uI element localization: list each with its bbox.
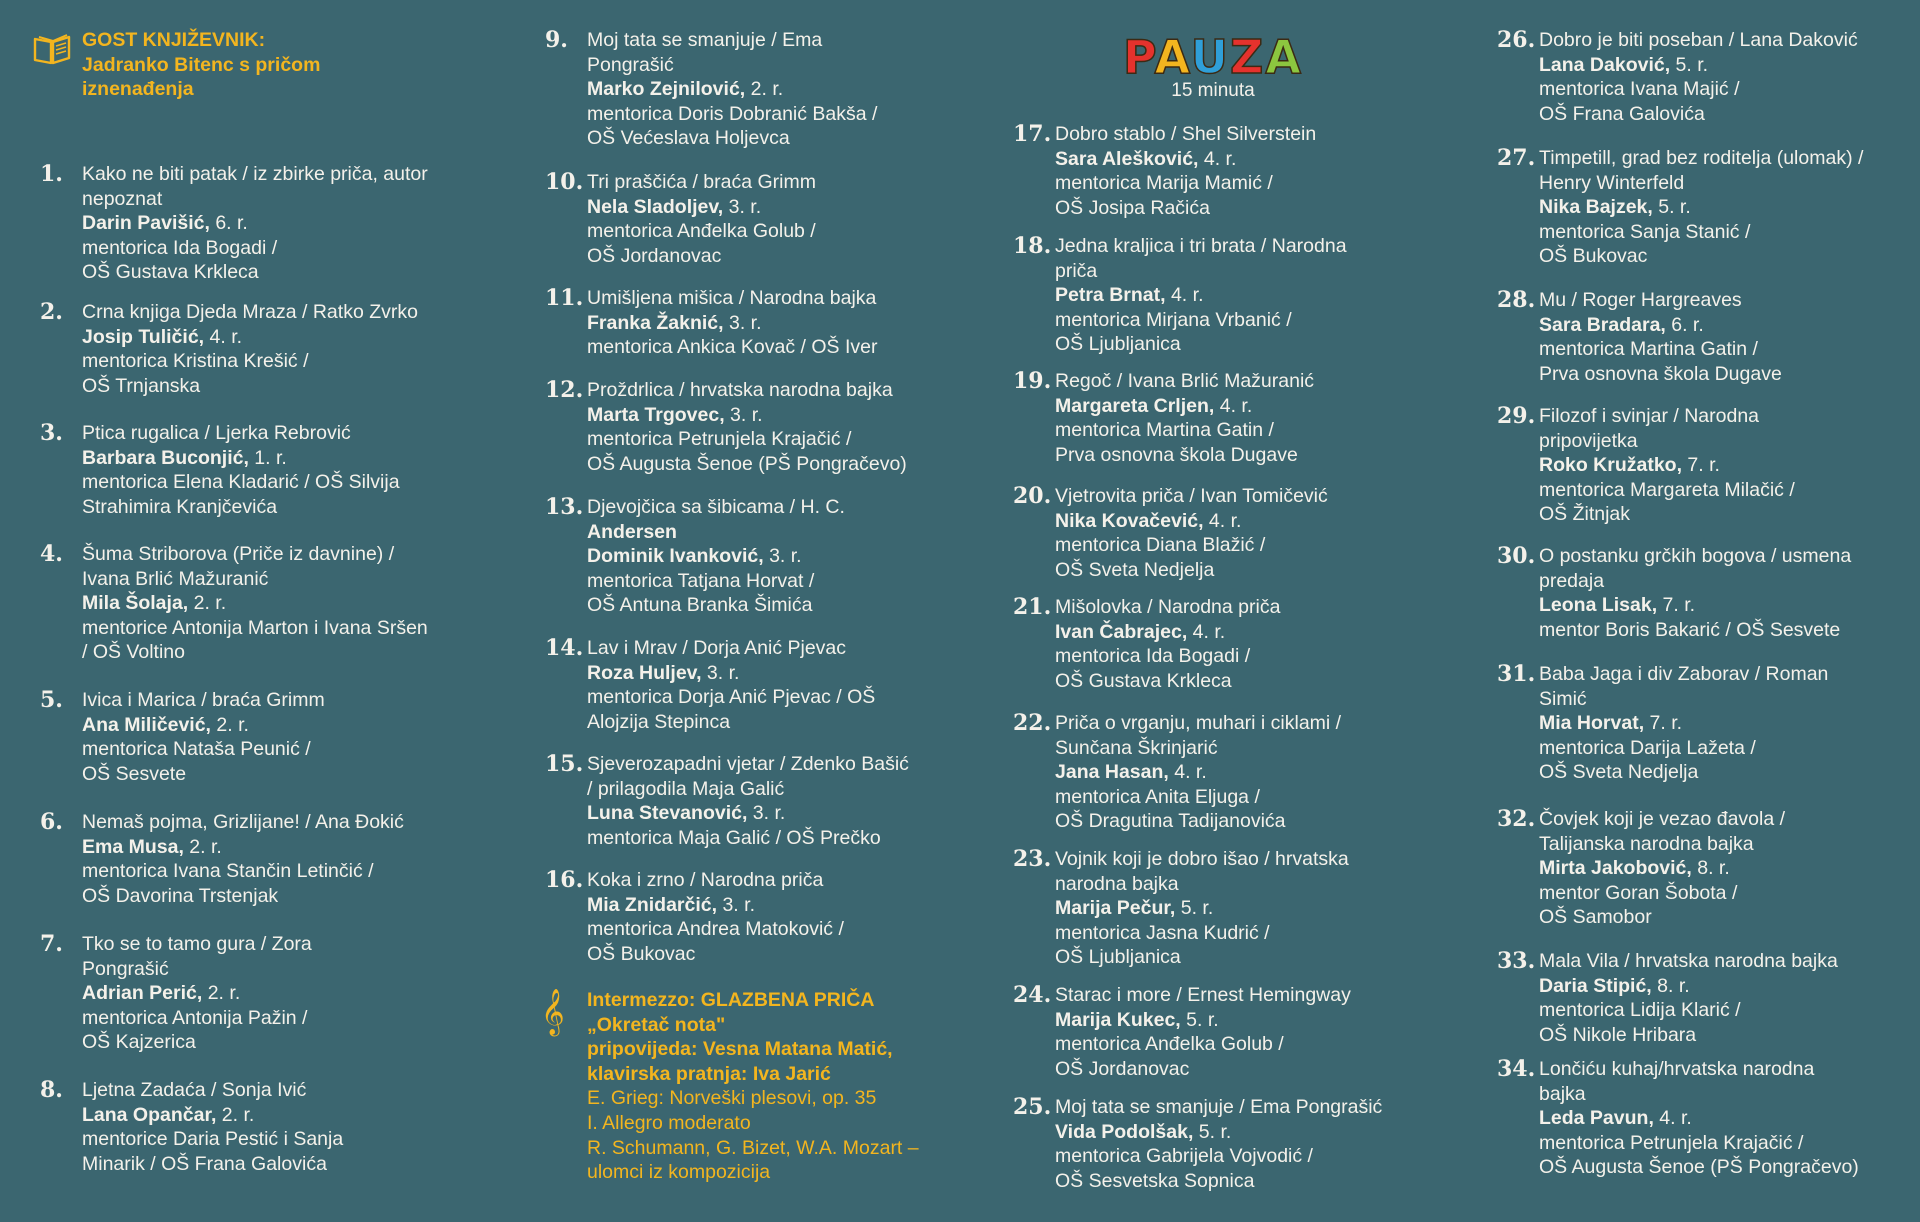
program-entry bbox=[1497, 146, 1917, 269]
student-name: Mia Horvat, 7. r. bbox=[1539, 712, 1683, 735]
entry-number: 31. bbox=[1497, 661, 1536, 687]
entry-detail: priča bbox=[1055, 259, 1098, 282]
student-name: Josip Tuličić, 4. r. bbox=[82, 325, 243, 348]
entry-detail: OŠ Ljubljanica bbox=[1055, 946, 1181, 969]
student-name: Adrian Perić, 2. r. bbox=[82, 982, 241, 1005]
intermezzo-subtitle: „Okretač nota" bbox=[587, 1013, 726, 1036]
entry-number: 27. bbox=[1497, 145, 1536, 171]
entry-detail: mentorica Antonija Pažin / bbox=[82, 1006, 308, 1029]
entry-detail: nepoznat bbox=[82, 187, 163, 210]
story-title: Starac i more / Ernest Hemingway bbox=[1055, 984, 1351, 1006]
story-title: Vojnik koji je dobro išao / hrvatska bbox=[1055, 848, 1349, 870]
story-title: Baba Jaga i div Zaborav / Roman bbox=[1539, 663, 1829, 685]
guest-line: iznenađenja bbox=[82, 78, 194, 101]
entry-number: 1. bbox=[40, 161, 63, 187]
entry-detail: OŠ Većeslava Holjevca bbox=[587, 127, 790, 150]
story-title: Lončiću kuhaj/hrvatska narodna bbox=[1539, 1058, 1815, 1080]
entry-detail: Pongrašić bbox=[587, 53, 674, 76]
program-entry bbox=[1013, 122, 1433, 220]
intermezzo-narrator: pripovijeda: Vesna Matana Matić, bbox=[587, 1038, 893, 1061]
program-entry bbox=[40, 300, 460, 398]
pause-title bbox=[1113, 30, 1313, 84]
entry-number: 26. bbox=[1497, 27, 1536, 53]
entry-detail: / prilagodila Maja Galić bbox=[587, 777, 785, 800]
entry-number: 15. bbox=[545, 751, 584, 777]
entry-detail: OŠ Žitnjak bbox=[1539, 503, 1631, 526]
program-entry bbox=[1013, 595, 1433, 693]
entry-detail: mentor Boris Bakarić / OŠ Sesvete bbox=[1539, 618, 1841, 641]
student-name: Leda Pavun, 4. r. bbox=[1539, 1107, 1692, 1130]
entry-number: 9. bbox=[545, 27, 568, 53]
student-name: Andersen bbox=[587, 520, 677, 543]
entry-detail: Simić bbox=[1539, 687, 1587, 710]
student-name: Ema Musa, 2. r. bbox=[82, 835, 222, 858]
entry-detail: mentorica Martina Gatin / bbox=[1055, 419, 1274, 442]
entry-detail: OŠ Jordanovac bbox=[587, 244, 722, 267]
entry-detail: mentorica Petrunjela Krajačić / bbox=[1539, 1131, 1804, 1154]
student-name: Nika Bajzek, 5. r. bbox=[1539, 196, 1691, 219]
entry-detail: mentorica Ivana Stančin Letinčić / bbox=[82, 860, 374, 883]
program-entry bbox=[545, 170, 965, 268]
entry-number: 28. bbox=[1497, 287, 1536, 313]
story-title: Šuma Striborova (Priče iz davnine) / bbox=[82, 543, 395, 565]
entry-number: 23. bbox=[1013, 846, 1052, 872]
entry-number: 33. bbox=[1497, 948, 1536, 974]
story-title: Mišolovka / Narodna priča bbox=[1055, 596, 1281, 618]
program-entry bbox=[545, 868, 965, 966]
entry-number: 13. bbox=[545, 494, 584, 520]
entry-detail: OŠ Jordanovac bbox=[1055, 1057, 1190, 1080]
entry-detail: OŠ Nikole Hribara bbox=[1539, 1023, 1697, 1046]
pause-letter: Z bbox=[1230, 30, 1266, 84]
story-title: Tko se to tamo gura / Zora bbox=[82, 933, 312, 955]
entry-detail: mentorica Andrea Matoković / bbox=[587, 918, 844, 941]
program-entry bbox=[1013, 484, 1433, 582]
entry-detail: mentorica Maja Galić / OŠ Prečko bbox=[587, 826, 881, 849]
story-title: Dobro je biti poseban / Lana Daković bbox=[1539, 29, 1858, 51]
story-title: Kako ne biti patak / iz zbirke priča, autor bbox=[82, 163, 428, 185]
entry-detail: mentorica Ivana Majić / bbox=[1539, 78, 1740, 101]
story-title: Djevojčica sa šibicama / H. C. bbox=[587, 496, 845, 518]
entry-detail: mentorice Antonija Marton i Ivana Sršen bbox=[82, 616, 428, 639]
entry-number: 21. bbox=[1013, 594, 1052, 620]
entry-number: 7. bbox=[40, 931, 63, 957]
student-name: Nika Kovačević, 4. r. bbox=[1055, 509, 1242, 532]
story-title: Ivica i Marica / braća Grimm bbox=[82, 689, 325, 711]
entry-detail: mentorica Margareta Milačić / bbox=[1539, 478, 1795, 501]
entry-detail: OŠ Gustava Krkleca bbox=[1055, 669, 1232, 692]
story-title: O postanku grčkih bogova / usmena bbox=[1539, 545, 1852, 567]
story-title: Koka i zrno / Narodna priča bbox=[587, 869, 824, 891]
entry-detail: mentorica Tatjana Horvat / bbox=[587, 569, 815, 592]
student-name: Lana Opančar, 2. r. bbox=[82, 1103, 255, 1126]
student-name: Barbara Buconjić, 1. r. bbox=[82, 446, 287, 469]
entry-detail: OŠ Dragutina Tadijanovića bbox=[1055, 810, 1286, 833]
entry-detail: OŠ Gustava Krkleca bbox=[82, 261, 259, 284]
entry-detail: / OŠ Voltino bbox=[82, 641, 185, 664]
program-entry bbox=[545, 495, 965, 618]
entry-number: 34. bbox=[1497, 1056, 1536, 1082]
entry-detail: Talijanska narodna bajka bbox=[1539, 832, 1754, 855]
student-name: Marija Kukec, 5. r. bbox=[1055, 1008, 1219, 1031]
entry-number: 5. bbox=[40, 687, 63, 713]
entry-detail: Sunčana Škrinjarić bbox=[1055, 736, 1218, 759]
story-title: Umišljena mišica / Narodna bajka bbox=[587, 287, 877, 309]
program-entry bbox=[1497, 28, 1917, 126]
entry-detail: Pongrašić bbox=[82, 957, 169, 980]
entry-detail: OŠ Samobor bbox=[1539, 906, 1652, 929]
story-title: Lav i Mrav / Dorja Anić Pjevac bbox=[587, 637, 847, 659]
student-name: Lana Daković, 5. r. bbox=[1539, 53, 1709, 76]
entry-detail: OŠ Sveta Nedjelja bbox=[1055, 558, 1215, 581]
guest-line: Jadranko Bitenc s pričom bbox=[82, 53, 321, 76]
guest-author-block bbox=[40, 28, 460, 102]
entry-detail: OŠ Josipa Račića bbox=[1055, 196, 1210, 219]
entry-detail: OŠ Augusta Šenoe (PŠ Pongračevo) bbox=[1539, 1156, 1859, 1179]
intermezzo-piano: klavirska pratnja: Iva Jarić bbox=[587, 1062, 831, 1085]
program-entry bbox=[40, 1078, 460, 1176]
program-entry bbox=[40, 542, 460, 665]
treble-clef-icon: 𝄞 bbox=[541, 989, 565, 1035]
intermezzo-line: E. Grieg: Norveški plesovi, op. 35 bbox=[587, 1087, 877, 1110]
entry-detail: OŠ Trnjanska bbox=[82, 374, 201, 397]
intermezzo-line: ulomci iz kompozicija bbox=[587, 1161, 771, 1184]
student-name: Petra Brnat, 4. r. bbox=[1055, 284, 1204, 307]
entry-detail: mentorica Sanja Stanić / bbox=[1539, 220, 1751, 243]
entry-detail: mentorica Marija Mamić / bbox=[1055, 172, 1273, 195]
story-title: Sjeverozapadni vjetar / Zdenko Bašić bbox=[587, 753, 909, 775]
student-name: Roza Huljev, 3. r. bbox=[587, 661, 740, 684]
entry-detail: mentorica Petrunjela Krajačić / bbox=[587, 428, 852, 451]
program-entry bbox=[40, 421, 460, 519]
student-name: Marko Zejnilović, 2. r. bbox=[587, 78, 784, 101]
entry-detail: mentor Goran Šobota / bbox=[1539, 881, 1738, 904]
entry-detail: OŠ Antuna Branka Šimića bbox=[587, 594, 813, 617]
entry-detail: mentorica Nataša Peunić / bbox=[82, 738, 311, 761]
entry-number: 25. bbox=[1013, 1094, 1052, 1120]
program-entry bbox=[1497, 288, 1917, 386]
entry-number: 19. bbox=[1013, 368, 1052, 394]
pause-duration: 15 minuta bbox=[1171, 80, 1255, 101]
program-entry bbox=[1497, 949, 1917, 1047]
entry-number: 6. bbox=[40, 809, 63, 835]
program-entry bbox=[40, 688, 460, 786]
story-title: Ljetna Zadaća / Sonja Ivić bbox=[82, 1079, 307, 1101]
entry-number: 11. bbox=[545, 285, 584, 311]
entry-detail: Minarik / OŠ Frana Galovića bbox=[82, 1152, 327, 1175]
intermezzo-title: Intermezzo: GLAZBENA PRIČA bbox=[587, 989, 875, 1011]
entry-detail: mentorica Anđelka Golub / bbox=[1055, 1033, 1284, 1056]
entry-number: 2. bbox=[40, 299, 63, 325]
entry-detail: mentorica Anđelka Golub / bbox=[587, 220, 816, 243]
entry-detail: OŠ Ljubljanica bbox=[1055, 333, 1181, 356]
story-title: Dobro stablo / Shel Silverstein bbox=[1055, 123, 1317, 145]
pause-letter: A bbox=[1265, 30, 1303, 84]
entry-number: 24. bbox=[1013, 982, 1052, 1008]
entry-detail: OŠ Sveta Nedjelja bbox=[1539, 761, 1699, 784]
student-name: Mia Znidarčić, 3. r. bbox=[587, 893, 755, 916]
entry-detail: Alojzija Stepinca bbox=[587, 710, 731, 733]
student-name: Sara Bradara, 6. r. bbox=[1539, 313, 1704, 336]
student-name: Mirta Jakobović, 8. r. bbox=[1539, 857, 1730, 880]
entry-detail: mentorica Ankica Kovač / OŠ Iver bbox=[587, 336, 878, 359]
entry-detail: mentorica Anita Eljuga / bbox=[1055, 785, 1260, 808]
story-title: Nemaš pojma, Grizlijane! / Ana Đokić bbox=[82, 811, 404, 833]
student-name: Daria Stipić, 8. r. bbox=[1539, 974, 1690, 997]
pause-letter: A bbox=[1154, 30, 1191, 84]
program-entry bbox=[545, 636, 965, 734]
entry-number: 12. bbox=[545, 377, 584, 403]
student-name: Ana Miličević, 2. r. bbox=[82, 713, 249, 736]
entry-detail: mentorica Martina Gatin / bbox=[1539, 338, 1758, 361]
student-name: Luna Stevanović, 3. r. bbox=[587, 802, 786, 825]
entry-detail: mentorica Ida Bogadi / bbox=[82, 236, 278, 259]
entry-number: 14. bbox=[545, 635, 584, 661]
program-entry bbox=[1497, 544, 1917, 642]
entry-detail: predaja bbox=[1539, 569, 1605, 592]
entry-number: 10. bbox=[545, 169, 584, 195]
student-name: Darin Pavišić, 6. r. bbox=[82, 212, 248, 235]
guest-line: GOST KNJIŽEVNIK: bbox=[82, 29, 266, 51]
entry-detail: OŠ Sesvetska Sopnica bbox=[1055, 1169, 1255, 1192]
story-title: Priča o vrganju, muhari i ciklami / bbox=[1055, 712, 1342, 734]
student-name: Leona Lisak, 7. r. bbox=[1539, 594, 1696, 617]
program-entry bbox=[1013, 983, 1433, 1081]
story-title: Crna knjiga Djeda Mraza / Ratko Zvrko bbox=[82, 301, 418, 323]
story-title: Mu / Roger Hargreaves bbox=[1539, 289, 1742, 311]
entry-detail: Strahimira Kranjčevića bbox=[82, 495, 278, 518]
entry-number: 18. bbox=[1013, 233, 1052, 259]
program-entry bbox=[545, 28, 965, 151]
program-entry bbox=[1013, 369, 1433, 467]
story-title: Filozof i svinjar / Narodna bbox=[1539, 405, 1760, 427]
student-name: Dominik Ivanković, 3. r. bbox=[587, 545, 802, 568]
program-entry bbox=[40, 932, 460, 1055]
program-entry bbox=[1013, 234, 1433, 357]
student-name: Ivan Čabrajec, 4. r. bbox=[1055, 620, 1226, 643]
program-entry bbox=[545, 752, 965, 850]
program-entry bbox=[1013, 1095, 1433, 1193]
pause-heading bbox=[1113, 30, 1313, 102]
intermezzo-line: I. Allegro moderato bbox=[587, 1111, 751, 1134]
program-entry bbox=[1013, 847, 1433, 970]
story-title: Moj tata se smanjuje / Ema bbox=[587, 29, 823, 51]
student-name: Franka Žaknić, 3. r. bbox=[587, 311, 762, 334]
program-entry bbox=[1013, 711, 1433, 834]
story-title: Timpetill, grad bez roditelja (ulomak) / bbox=[1539, 147, 1864, 169]
story-title: Proždrlica / hrvatska narodna bajka bbox=[587, 379, 893, 401]
entry-detail: Henry Winterfeld bbox=[1539, 171, 1685, 194]
entry-detail: mentorica Lidija Klarić / bbox=[1539, 999, 1741, 1022]
book-icon bbox=[32, 32, 74, 66]
story-title: Čovjek koji je vezao đavola / bbox=[1539, 808, 1786, 830]
story-title: Tri praščića / braća Grimm bbox=[587, 171, 816, 193]
entry-detail: OŠ Augusta Šenoe (PŠ Pongračevo) bbox=[587, 452, 907, 475]
entry-detail: mentorica Ida Bogadi / bbox=[1055, 645, 1251, 668]
program-entry bbox=[1497, 662, 1917, 785]
student-name: Roko Kružatko, 7. r. bbox=[1539, 454, 1720, 477]
entry-number: 32. bbox=[1497, 806, 1536, 832]
story-title: Mala Vila / hrvatska narodna bajka bbox=[1539, 950, 1838, 972]
entry-detail: mentorice Daria Pestić i Sanja bbox=[82, 1128, 344, 1151]
story-title: Ptica rugalica / Ljerka Rebrović bbox=[82, 422, 351, 444]
entry-number: 8. bbox=[40, 1077, 63, 1103]
program-entry bbox=[40, 162, 460, 285]
entry-detail: mentorica Jasna Kudrić / bbox=[1055, 921, 1270, 944]
entry-number: 4. bbox=[40, 541, 63, 567]
program-entry bbox=[40, 810, 460, 908]
entry-detail: pripovijetka bbox=[1539, 429, 1638, 452]
entry-detail: mentorica Doris Dobranić Bakša / bbox=[587, 102, 878, 125]
entry-detail: Prva osnovna škola Dugave bbox=[1539, 362, 1782, 385]
entry-detail: OŠ Davorina Trstenjak bbox=[82, 884, 279, 907]
entry-detail: OŠ Sesvete bbox=[82, 762, 187, 785]
entry-detail: OŠ Frana Galovića bbox=[1539, 102, 1705, 125]
story-title: Vjetrovita priča / Ivan Tomičević bbox=[1055, 485, 1328, 507]
student-name: Jana Hasan, 4. r. bbox=[1055, 761, 1207, 784]
student-name: Mila Šolaja, 2. r. bbox=[82, 592, 227, 615]
entry-detail: Ivana Brlić Mažuranić bbox=[82, 567, 269, 590]
entry-detail: mentorica Kristina Krešić / bbox=[82, 350, 309, 373]
entry-detail: mentorica Diana Blažić / bbox=[1055, 534, 1266, 557]
entry-detail: bajka bbox=[1539, 1082, 1586, 1105]
entry-detail: mentorica Gabrijela Vojvodić / bbox=[1055, 1145, 1313, 1168]
entry-detail: OŠ Bukovac bbox=[587, 942, 696, 965]
student-name: Nela Sladoljev, 3. r. bbox=[587, 195, 762, 218]
student-name: Vida Podolšak, 5. r. bbox=[1055, 1120, 1232, 1143]
story-title: Jedna kraljica i tri brata / Narodna bbox=[1055, 235, 1347, 257]
student-name: Marta Trgovec, 3. r. bbox=[587, 403, 763, 426]
entry-detail: mentorica Mirjana Vrbanić / bbox=[1055, 308, 1292, 331]
entry-detail: mentorica Darija Lažeta / bbox=[1539, 736, 1756, 759]
entry-detail: mentorica Dorja Anić Pjevac / OŠ bbox=[587, 686, 876, 709]
intermezzo-block bbox=[541, 988, 965, 1185]
entry-detail: Prva osnovna škola Dugave bbox=[1055, 443, 1298, 466]
pause-letter: P bbox=[1122, 30, 1155, 84]
entry-number: 20. bbox=[1013, 483, 1052, 509]
entry-number: 16. bbox=[545, 867, 584, 893]
entry-number: 29. bbox=[1497, 403, 1536, 429]
student-name: Marija Pečur, 5. r. bbox=[1055, 897, 1214, 920]
program-entry bbox=[545, 378, 965, 476]
student-name: Margareta Crljen, 4. r. bbox=[1055, 394, 1253, 417]
entry-detail: OŠ Bukovac bbox=[1539, 245, 1648, 268]
entry-number: 30. bbox=[1497, 543, 1536, 569]
entry-number: 22. bbox=[1013, 710, 1052, 736]
entry-number: 3. bbox=[40, 420, 63, 446]
pause-letter: U bbox=[1190, 30, 1231, 84]
story-title: Regoč / Ivana Brlić Mažuranić bbox=[1055, 370, 1315, 392]
student-name: Sara Alešković, 4. r. bbox=[1055, 147, 1237, 170]
program-entry bbox=[1497, 1057, 1917, 1180]
program-entry bbox=[1497, 807, 1917, 930]
entry-detail: narodna bajka bbox=[1055, 872, 1179, 895]
entry-detail: OŠ Kajzerica bbox=[82, 1031, 196, 1054]
entry-detail: mentorica Elena Kladarić / OŠ Silvija bbox=[82, 471, 400, 494]
program-entry bbox=[1497, 404, 1917, 527]
story-title: Moj tata se smanjuje / Ema Pongrašić bbox=[1055, 1096, 1383, 1118]
entry-number: 17. bbox=[1013, 121, 1052, 147]
program-entry bbox=[545, 286, 965, 360]
intermezzo-line: R. Schumann, G. Bizet, W.A. Mozart – bbox=[587, 1136, 919, 1159]
